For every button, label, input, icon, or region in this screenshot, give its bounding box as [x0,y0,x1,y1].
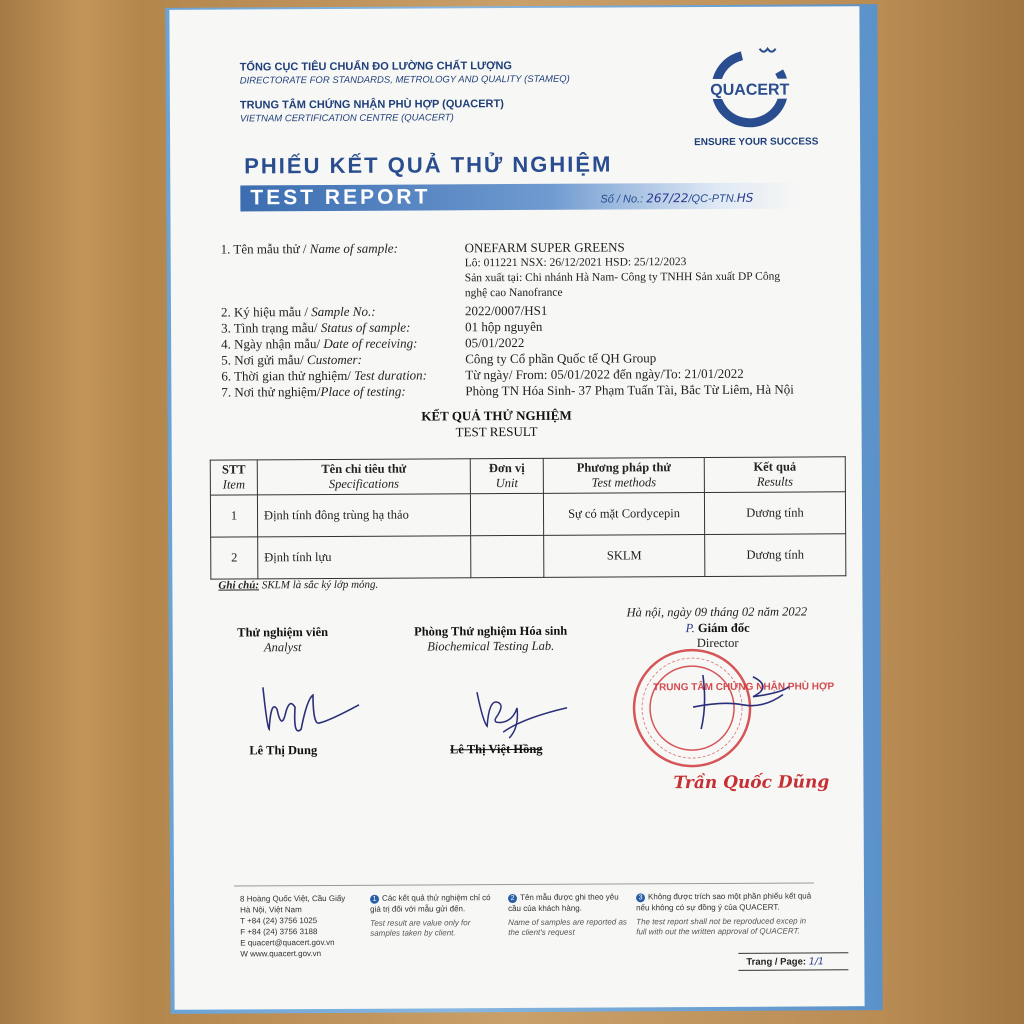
centre-name-vn: TRUNG TÂM CHỨNG NHẬN PHÙ HỢP (QUACERT) [239,98,504,112]
info-value-5: Công ty Cổ phần Quốc tế QH Group [465,350,657,367]
info-value-4: 05/01/2022 [465,334,525,351]
analyst-block: Thử nghiệm viên Analyst [237,624,329,655]
lab-signature-icon [463,672,573,743]
table-row: 1 Định tính đông trùng hạ thảo Sự có mặt Cordycepin Dương tính [210,492,845,537]
info-value-1: ONEFARM SUPER GREENS [464,239,625,256]
stamp-text: TRUNG TÂM CHỨNG NHẬN PHÙ HỢP [652,681,835,694]
org-name-en: DIRECTORATE FOR STANDARDS, METROLOGY AND QUALITY (STAMEQ) [239,73,570,87]
info-label-4: 4. Ngày nhận mẫu/ Date of receiving: [221,335,418,352]
org-name-vn: TỔNG CỤC TIÊU CHUẨN ĐO LƯỜNG CHẤT LƯỢNG [239,60,513,74]
footer-note-1: 1 Các kết quả thử nghiệm chỉ có giá trị đối với mẫu gửi đến. Test result are value only for samples taken by client. [370,893,491,938]
info-number-icon: 2 [508,894,517,903]
info-label-5: 5. Nơi gửi mẫu/ Customer: [221,351,362,368]
footer-divider [234,882,814,886]
sample-origin-line-2: nghệ cao Nanofrance [464,286,563,300]
info-number-icon: 3 [636,893,645,902]
sample-origin-line: Sản xuất tại: Chi nhánh Hà Nam- Công ty TNHH Sản xuất DP Công [464,270,781,285]
test-report-document [169,6,864,1010]
info-label-2: 2. Ký hiệu mẫu / Sample No.: [220,303,376,320]
info-value-6: Từ ngày/ From: 05/01/2022 đến ngày/To: 21/01/2022 [465,365,744,383]
centre-name-en: VIETNAM CERTIFICATION CENTRE (QUACERT) [239,112,454,125]
footer-address: 8 Hoàng Quốc Việt, Cầu Giấy Hà Nội, Việt Nam T +84 (24) 3756 1025 F +84 (24) 3756 3188 E quacert@quacert.gov.vn W www.quacert.gov.vn [240,893,346,959]
report-number: Số / No.: 267/22/QC-PTN.HS [600,190,754,206]
col-result: Kết quả Results [704,457,845,493]
info-label-7: 7. Nơi thử nghiệm/Place of testing: [221,383,406,400]
analyst-name: Lê Thị Dung [249,743,318,758]
director-block: P. Giám đốc Director [685,620,750,651]
director-signature-icon [683,667,803,738]
analyst-signature-icon [253,677,373,738]
results-table [210,456,847,579]
info-label-6: 6. Thời gian thử nghiệm/ Test duration: [221,367,428,384]
lab-block: Phòng Thử nghiệm Hóa sinh Biochemical Testing Lab. [414,623,568,654]
results-title-vn: KẾT QUẢ THỬ NGHIỆM [421,407,572,424]
sample-lot-line: Lô: 011221 NSX: 26/12/2021 HSD: 25/12/2023 [464,256,687,270]
info-number-icon: 1 [370,895,379,904]
col-method: Phương pháp thử Test methods [543,458,704,494]
quacert-logo-icon [708,45,792,129]
info-value-3: 01 hộp nguyên [465,318,543,335]
page-indicator: Trang / Page: 1/1 [746,956,825,968]
director-name: Trần Quốc Dũng [673,772,830,794]
info-label-3: 3. Tình trạng mẫu/ Status of sample: [221,319,411,336]
note: Ghi chú: SKLM là sắc ký lớp mỏng. [218,578,379,592]
info-value-7: Phòng TN Hóa Sinh- 37 Phạm Tuấn Tài, Bắc Từ Liêm, Hà Nội [465,381,794,399]
sign-date: Hà nội, ngày 09 tháng 02 năm 2022 [626,604,808,620]
footer-note-3: 3 Không được trích sao một phần phiếu kết quả nếu không có sự đồng ý của QUACERT. The test report shall not be reproduced excep in full with out the written approval of QUACERT. [636,891,812,937]
footer-note-2: 2 Tên mẫu được ghi theo yêu cầu của khách hàng. Name of samples are reported as the client's request [508,892,627,938]
table-row: 2 Định tính lựu SKLM Dương tính [211,534,846,579]
report-title-vn: PHIẾU KẾT QUẢ THỬ NGHIỆM [244,151,613,179]
report-number-value: 267/22 [646,191,689,206]
col-unit: Đơn vị Unit [470,458,543,493]
lab-head-name: Lê Thị Việt Hồng [449,741,543,757]
col-item: STT Item [210,460,257,495]
col-spec: Tên chỉ tiêu thử Specifications [257,459,470,495]
results-title-en: TEST RESULT [455,423,538,440]
tagline: ENSURE YOUR SUCCESS [694,136,819,149]
table-header-row [210,457,845,495]
info-label-1: 1. Tên mẫu thử / Name of sample: [220,240,398,257]
logo-text: QUACERT [710,81,790,99]
info-value-2: 2022/0007/HS1 [464,302,548,319]
report-title-en: TEST REPORT [250,185,431,210]
